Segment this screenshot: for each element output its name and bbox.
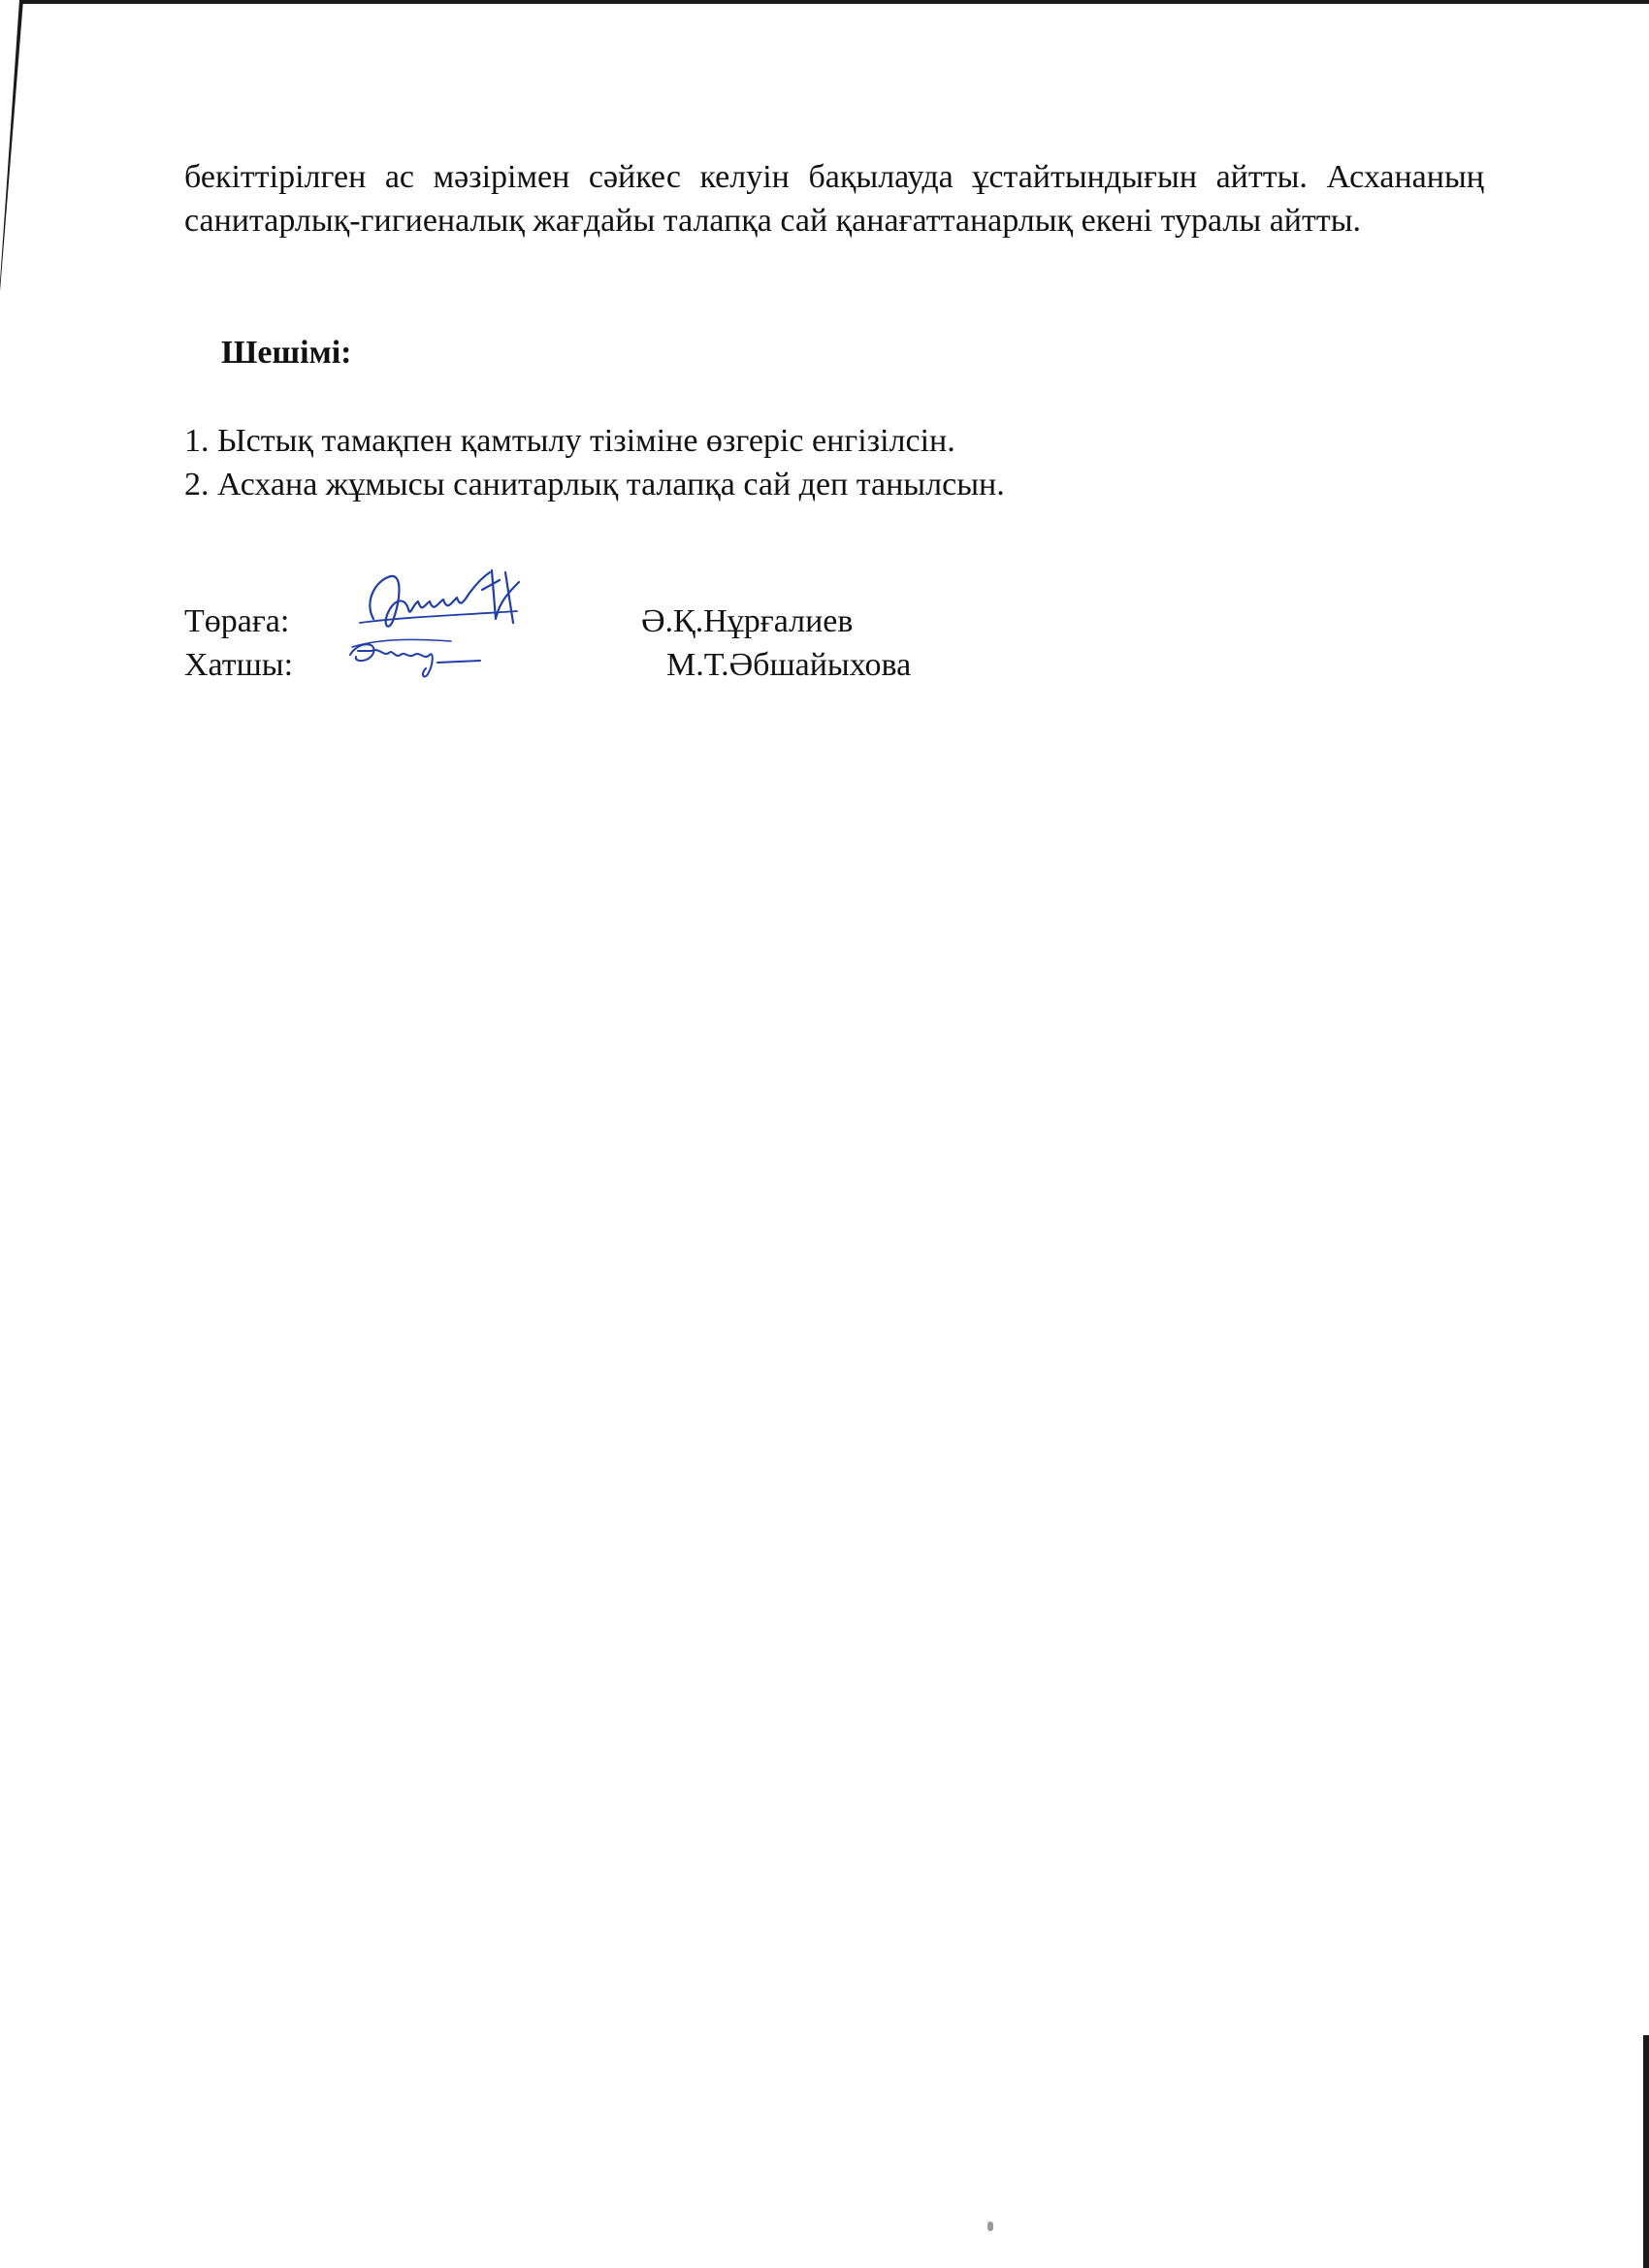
scan-corner-fill bbox=[0, 0, 19, 281]
secretary-signature-icon bbox=[344, 635, 490, 684]
body-text bbox=[184, 155, 1484, 243]
decision-item: 1. Ыстық тамақпен қамтылу тізіміне өзгеріс енгізілсін. bbox=[184, 423, 955, 459]
signature-name: М.Т.Әбшайыхова bbox=[666, 647, 912, 683]
decision-item: 2. Асхана жұмысы санитарлық талапқа сай деп танылсын. bbox=[184, 467, 1005, 502]
signature-name: Ә.Қ.Нұрғалиев bbox=[641, 603, 854, 639]
scan-edge bbox=[0, 0, 1649, 4]
signature-role: Төраға: bbox=[184, 603, 290, 639]
scan-edge-right bbox=[1643, 2035, 1649, 2268]
chairman-signature-icon bbox=[354, 563, 538, 640]
decision-list bbox=[184, 419, 1005, 506]
scan-speck bbox=[987, 2221, 993, 2231]
signature-role: Хатшы: bbox=[184, 647, 294, 683]
paragraph: бекіттірілген ас мәзірімен сәйкес келуін бақылауда ұстайтындығын айтты. Асхананың санитарлық-гигиеналық жағдайы талапқа сай қанағаттанарлық екені туралы айтты. bbox=[184, 159, 1484, 239]
decision-heading: Шешімі: bbox=[221, 335, 352, 371]
